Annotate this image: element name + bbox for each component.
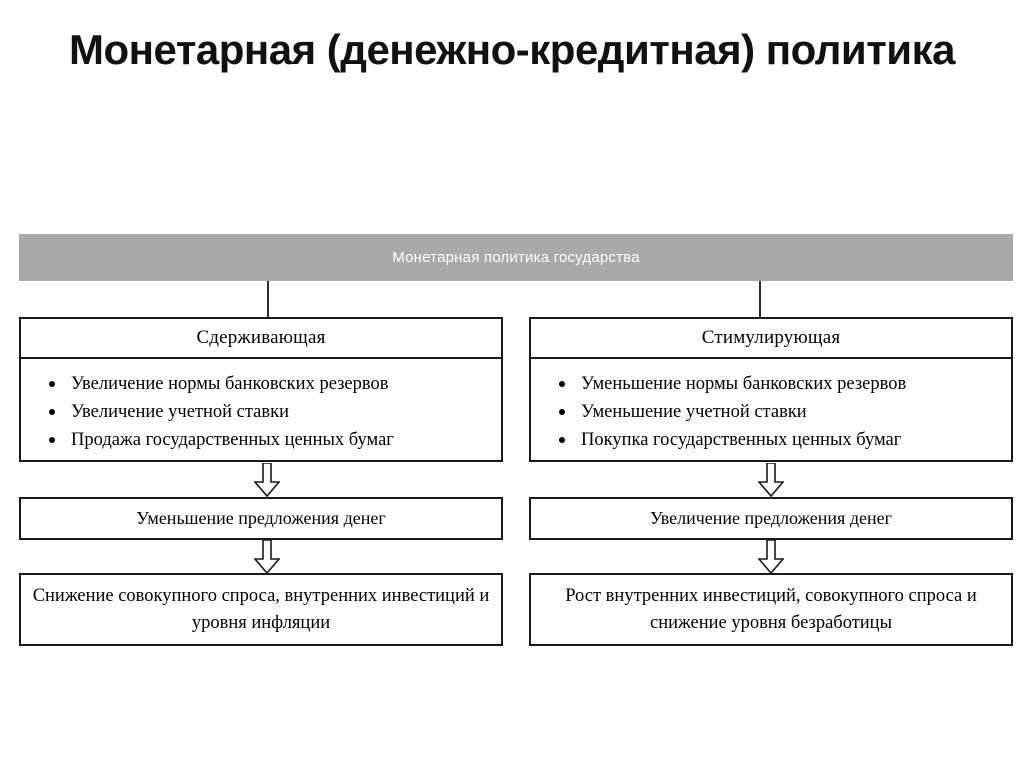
branch-header-restraining-label: Сдерживающая xyxy=(196,327,326,349)
measures-list-restraining xyxy=(21,359,501,465)
measures-list-stimulating xyxy=(531,359,1011,465)
effect-box-restraining xyxy=(19,497,503,540)
measures-box-restraining xyxy=(19,359,503,462)
list-item: Увеличение нормы банковских резервов xyxy=(47,370,501,398)
outcome-box-stimulating-label: Рост внутренних инвестиций, совокупного спроса и снижение уровня безработицы xyxy=(565,586,977,633)
list-item: Уменьшение нормы банковских резервов xyxy=(557,370,1011,398)
outcome-box-restraining xyxy=(19,573,503,646)
diagram-root-bar xyxy=(19,234,1013,281)
measures-box-stimulating xyxy=(529,359,1013,462)
list-item: Уменьшение учетной ставки xyxy=(557,398,1011,426)
arrow-down-restraining-measures-to-effect xyxy=(254,463,280,497)
list-item: Покупка государственных ценных бумаг xyxy=(557,426,1011,454)
page-title: Монетарная (денежно-кредитная) политика xyxy=(69,26,955,73)
effect-box-restraining-label: Уменьшение предложения денег xyxy=(136,507,386,528)
arrow-down-restraining-effect-to-outcome xyxy=(254,540,280,574)
branch-header-stimulating-label: Стимулирующая xyxy=(701,327,841,349)
diagram-root-label: Монетарная политика государства xyxy=(392,249,640,266)
list-item: Продажа государственных ценных бумаг xyxy=(47,426,501,454)
arrow-down-stimulating-effect-to-outcome xyxy=(758,540,784,574)
arrow-down-stimulating-measures-to-effect xyxy=(758,463,784,497)
effect-box-stimulating xyxy=(529,497,1013,540)
connector-root-to-restraining xyxy=(267,281,269,317)
branch-header-restraining xyxy=(19,317,503,359)
connector-root-to-stimulating xyxy=(759,281,761,317)
outcome-box-restraining-label: Снижение совокупного спроса, внутренних инвестиций и уровня инфляции xyxy=(32,586,490,633)
outcome-box-stimulating xyxy=(529,573,1013,646)
list-item: Увеличение учетной ставки xyxy=(47,398,501,426)
effect-box-stimulating-label: Увеличение предложения денег xyxy=(650,507,892,528)
branch-header-stimulating xyxy=(529,317,1013,359)
